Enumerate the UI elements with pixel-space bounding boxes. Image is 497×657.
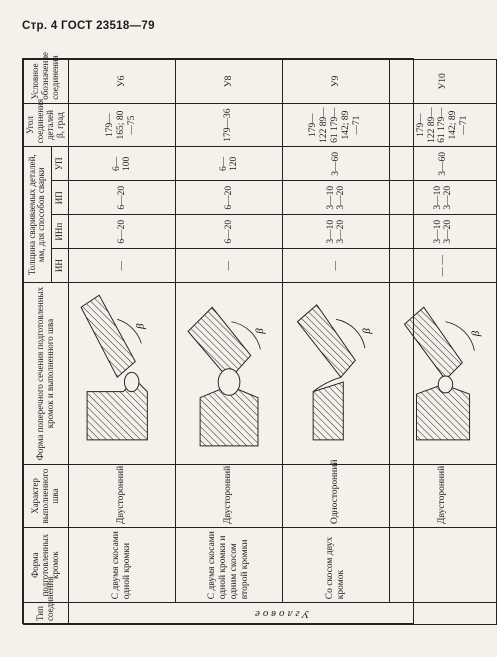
thickness-up: 3—60 (389, 147, 496, 181)
beta-label: β (134, 323, 147, 329)
angle-cell: 179—165; 80—75 (68, 103, 175, 147)
thickness-ip: 3—10 3—20 (282, 181, 389, 215)
beta-label: β (253, 328, 266, 334)
thickness-in: — (282, 249, 389, 283)
header-designation: Условное обозначение соединения (24, 60, 69, 104)
header-section-form: Форма поперечного сечения подготовленных кромок и выполненного шва (24, 283, 69, 465)
designation-cell: У9 (282, 60, 389, 104)
table-row (389, 60, 496, 625)
angle-cell: 179—122 89—61 179—142; 89—71 (389, 103, 496, 147)
joint-type-cell (68, 603, 496, 625)
header-thickness-group: Толщина свариваемых деталей, мм, для способов сварки (24, 147, 52, 283)
thickness-inp: 3—10 3—20 (282, 215, 389, 249)
weld-character-text: Двусторонний (116, 465, 127, 525)
weld-section-drawing (390, 283, 496, 464)
page-header: Стр. 4 ГОСТ 23518—79 (22, 20, 155, 32)
weld-character-text: Двусторонний (437, 465, 448, 525)
beta-label: β (360, 328, 373, 334)
weld-section-drawing (283, 283, 389, 464)
designation-cell: У6 (68, 60, 175, 104)
header-method-ip: ИП (51, 181, 68, 215)
section-drawing-cell (389, 283, 496, 465)
thickness-inp: 6—20 (68, 215, 175, 249)
weld-section-drawing (176, 283, 282, 464)
edge-form-cell (389, 528, 496, 603)
thickness-inp: 6—20 (175, 215, 282, 249)
edge-form-text: Со скосом двух кромок (324, 536, 346, 600)
table-row (175, 60, 282, 625)
section-drawing-cell (175, 283, 282, 465)
weld-character-cell (175, 464, 282, 527)
header-method-in: ИН (51, 249, 68, 283)
edge-form-text: С двумя скосами одной кромки и одним скосом второй кромки (206, 531, 250, 600)
thickness-ip: 3—10 3—20 (389, 181, 496, 215)
weld-section-drawing (69, 283, 175, 464)
thickness-ip: 6—20 (175, 181, 282, 215)
angle-cell: 179—122 89—61 179—142; 89—71 (282, 103, 389, 147)
section-drawing-cell (282, 283, 389, 465)
designation-cell: У10 (389, 60, 496, 104)
weld-character-cell (68, 464, 175, 527)
thickness-up: 3—60 (282, 147, 389, 181)
header-weld-character: Характер выполненного шва (24, 464, 69, 527)
edge-form-cell (68, 528, 175, 603)
rotated-table-area (23, 52, 483, 625)
header-angle: Угол соединения деталей β, град (24, 103, 69, 147)
thickness-in: — (175, 249, 282, 283)
thickness-ip: 6—20 (68, 181, 175, 215)
edge-form-cell (282, 528, 389, 603)
header-method-inp: ИНп (51, 215, 68, 249)
weld-character-cell (282, 459, 389, 527)
table-row (282, 60, 389, 625)
joint-type-value: Угловое (252, 607, 310, 620)
angle-cell: 179—36 (175, 103, 282, 147)
table-frame (22, 52, 483, 624)
designation-cell: У8 (175, 60, 282, 104)
thickness-in: — (68, 249, 175, 283)
edge-form-cell (175, 528, 282, 603)
table-row (68, 60, 175, 625)
edge-form-text: С двумя скосами одной кромки (110, 531, 132, 600)
header-method-up: УП (51, 147, 68, 181)
welding-joints-table (23, 52, 497, 625)
weld-character-text: Двусторонний (223, 465, 234, 525)
weld-character-text: Односторонний (330, 459, 341, 525)
header-joint-type: Тип соединения (24, 603, 69, 625)
weld-character-cell (389, 464, 496, 527)
section-drawing-cell (68, 283, 175, 465)
thickness-up: 6—100 (68, 147, 175, 181)
beta-label: β (470, 330, 483, 337)
thickness-up: 6—120 (175, 147, 282, 181)
thickness-in: — — (389, 249, 496, 283)
thickness-inp: 3—10 3—20 (389, 215, 496, 249)
header-edge-form: Форма подготовленных кромок (24, 528, 69, 603)
table-continuation-title (23, 0, 43, 233)
